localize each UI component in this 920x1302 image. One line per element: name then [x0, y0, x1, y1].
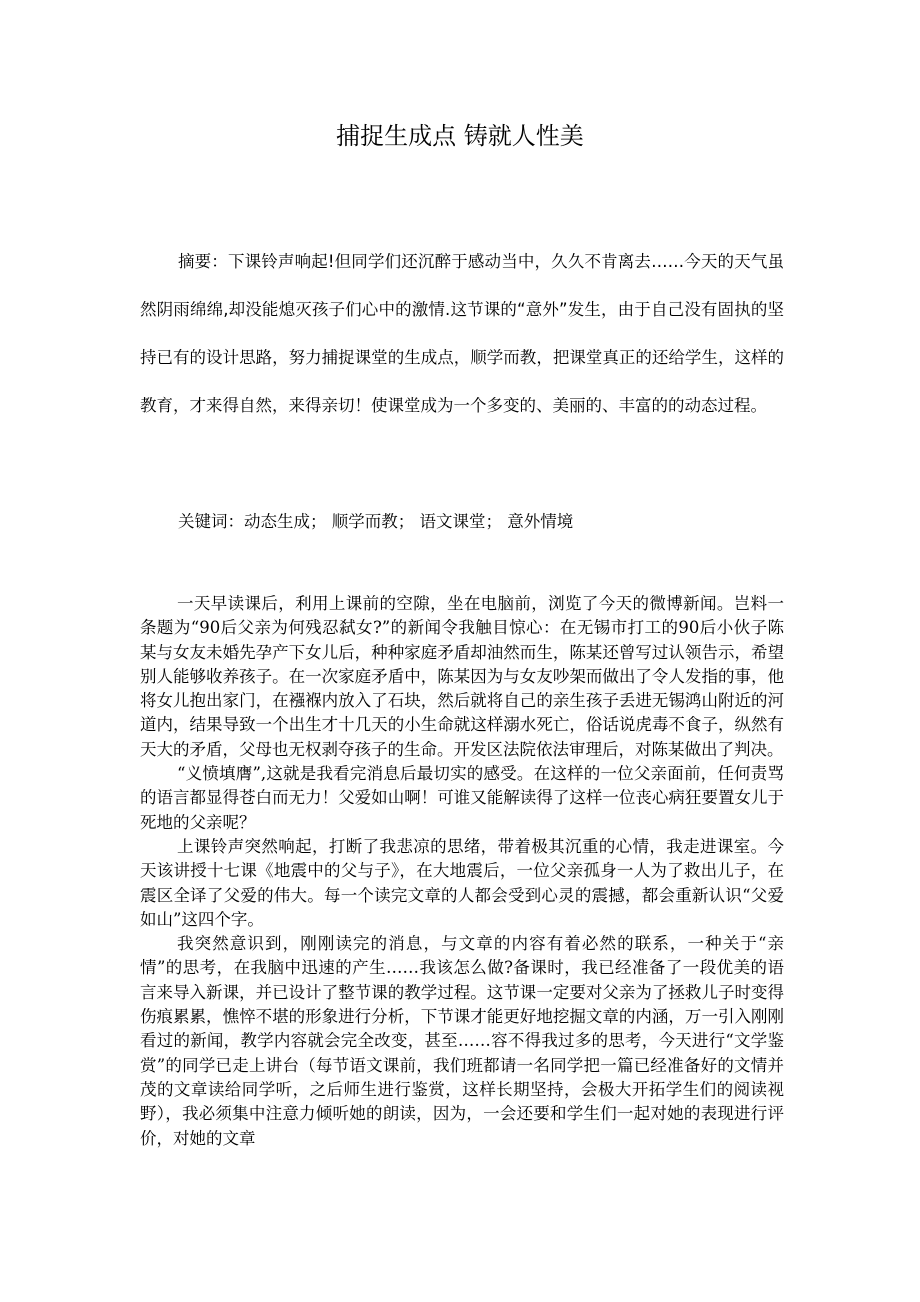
body-paragraph: “义愤填膺”,这就是我看完消息后最切实的感受。在这样的一位父亲面前，任何责骂的语言都显得苍白而无力！父爱如山啊！可谁又能解读得了这样一位丧心病狂要置女儿于死地的父亲呢？: [140, 764, 784, 832]
body-paragraph: 上课铃声突然响起，打断了我悲凉的思绪，带着极其沉重的心情，我走进课室。今天该讲授十七课《地震中的父与子》，在大地震后，一位父亲孤身一人为了救出儿子，在震区全译了父爱的伟大。每一个读完文章的人都会受到心灵的震撼，都会重新认识“父爱如山”这四个字。: [140, 836, 784, 929]
body-paragraph: 一天早读课后，利用上课前的空隙，坐在电脑前，浏览了今天的微博新闻。岂料一条题为“90后父亲为何残忍弑女?”的新闻令我触目惊心：在无锡市打工的90后小伙子陈某与女友未婚先孕产下女儿后，种种家庭矛盾却油然而生，陈某还曾写过认领告示，希望别人能够收养孩子。在一次家庭矛盾中，陈某因为与女友吵架而做出了令人发指的事，他将女儿抱出家门，在襁褓内放入了石块，然后就将自己的亲生孩子丢进无锡鸿山附近的河道内，结果导致一个出生才十几天的小生命就这样溺水死亡，俗话说虎毒不食子，纵然有天大的矛盾，父母也无权剥夺孩子的生命。开发区法院依法审理后，对陈某做出了判决。: [140, 594, 784, 759]
keywords-text: 动态生成； 顺学而教； 语文课堂； 意外情境: [244, 512, 574, 531]
abstract-text: 下课铃声响起!但同学们还沉醉于感动当中，久久不肯离去……今天的天气虽然阴雨绵绵,却没能熄灭孩子们心中的激情.这节课的“意外”发生，由于自己没有固执的坚持已有的设计思路，努力捕捉课堂的生成点，顺学而教，把课堂真正的还给学生，这样的教育，才来得自然，来得亲切！使课堂成为一个多变的、美丽的、丰富的的动态过程。: [140, 252, 784, 415]
abstract-label: 摘要：: [178, 252, 228, 271]
keywords-label: 关键词：: [178, 512, 244, 531]
body-paragraph: 我突然意识到，刚刚读完的消息，与文章的内容有着必然的联系，一种关于“亲情”的思考，在我脑中迅速的产生……我该怎么做?备课时，我已经准备了一段优美的语言来导入新课，并已设计了整节课的教学过程。这节课一定要对父亲为了拯救儿子时变得伤痕累累，憔悴不堪的形象进行分析，下节课才能更好地挖掘文章的内涵，万一引入刚刚看过的新闻，教学内容就会完全改变，甚至……容不得我过多的思考，今天进行“文学鉴赏”的同学已走上讲台（每节语文课前，我们班都请一名同学把一篇已经准备好的文情并茂的文章读给同学听，之后师生进行鉴赏，这样长期坚持，会极大开拓学生们的阅读视野），我必须集中注意力倾听她的朗读，因为，一会还要和学生们一起对她的表现进行评价，对她的文章: [140, 934, 784, 1148]
abstract: [140, 238, 784, 430]
keywords: [140, 506, 784, 538]
document-title: 捕捉生成点 铸就人性美: [336, 122, 584, 150]
body-text: [140, 592, 784, 1151]
